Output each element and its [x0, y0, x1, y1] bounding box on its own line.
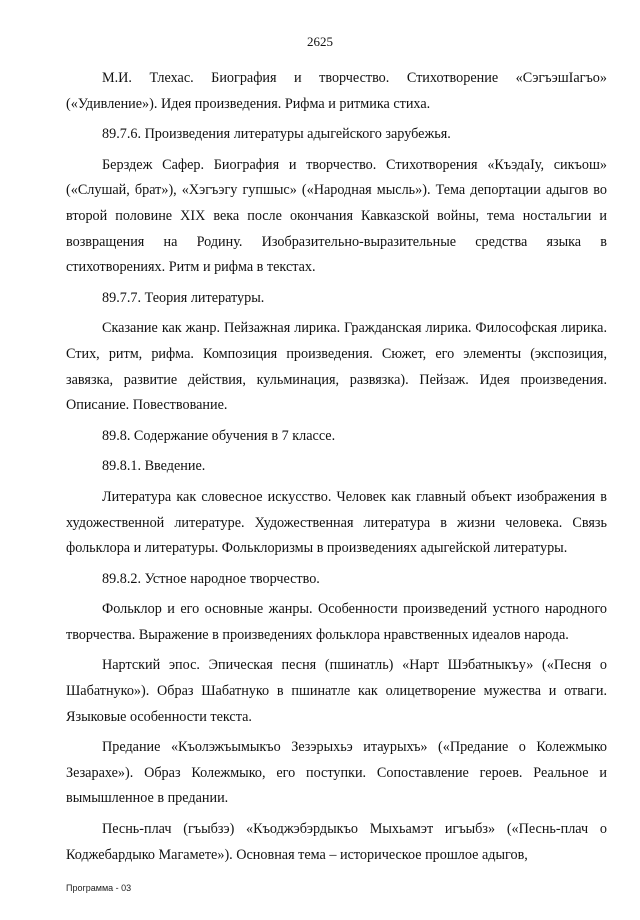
section-heading-89-7-7: 89.7.7. Теория литературы. [102, 289, 265, 306]
page-number: 2625 [307, 34, 333, 49]
section-heading-89-8: 89.8. Содержание обучения в 7 классе. [102, 427, 336, 444]
paragraph-nart-epic: Нартский эпос. Эпическая песня (пшинатль) «Нарт Шэбатныкъу» («Песня о Шабатнуко»). Образ Шабатнуко в пшинатле как олицетворение мужества и отваги. Языковые особенности текста. [66, 657, 607, 725]
paragraph-berzedzh: Берздеж Сафер. Биография и творчество. Стихотворения «КъэдаIу, сикъош» («Слушай, брат»), «Хэгъэгу гупшыс» («Народная мысль»). Тема депортации адыгов во второй половине XIX века после окончания Кавказской войны, тема ностальгии и возвращения на Родину. Изобразительно-выразительные средства языка в стихотворениях. Ритм и рифма в текстах. [66, 156, 607, 276]
paragraph-introduction: Литература как словесное искусство. Человек как главный объект изображения в художественной литературе. Художественная литература в жизни человека. Связь фольклора и литературы. Фольклоризмы в произведениях адыгейской литературы. [66, 488, 607, 557]
section-heading-89-8-2: 89.8.2. Устное народное творчество. [102, 570, 320, 587]
footer-label: Программа - 03 [66, 883, 132, 893]
paragraph-legend: Предание «Къолэжъымыкъо Зезэрыхьэ итаурыхъ» («Предание о Колежмыко Зезарахе»). Образ Колежмыко, его поступки. Сопоставление героев. Реальное и вымышленное в предании. [66, 739, 607, 807]
paragraph-theory: Сказание как жанр. Пейзажная лирика. Гражданская лирика. Философская лирика. Стих, ритм, рифма. Композиция произведения. Сюжет, его элементы (экспозиция, завязка, развитие действия, кульминация, развязка). Пейзаж. Идея произведения. Описание. Повествование. [66, 320, 607, 414]
paragraph-lament: Песнь-плач (гъыбзэ) «Къоджэбэрдыкъо Мыхьамэт игъыбз» («Песнь-плач о Коджебардыко Магамете»). Основная тема – историческое прошлое адыгов, [66, 821, 607, 863]
section-heading-89-8-1: 89.8.1. Введение. [102, 458, 206, 475]
paragraph-tlekhas: М.И. Тлехас. Биография и творчество. Стихотворение «СэгъэшIагъо» («Удивление»). Идея произведения. Рифма и ритмика стиха. [66, 70, 607, 112]
body-text [66, 66, 607, 873]
paragraph-folklore: Фольклор и его основные жанры. Особенности произведений устного народного творчества. Выражение в произведениях фольклора нравственных идеалов народа. [66, 601, 607, 643]
section-heading-89-7-6: 89.7.6. Произведения литературы адыгейского зарубежья. [102, 126, 451, 143]
